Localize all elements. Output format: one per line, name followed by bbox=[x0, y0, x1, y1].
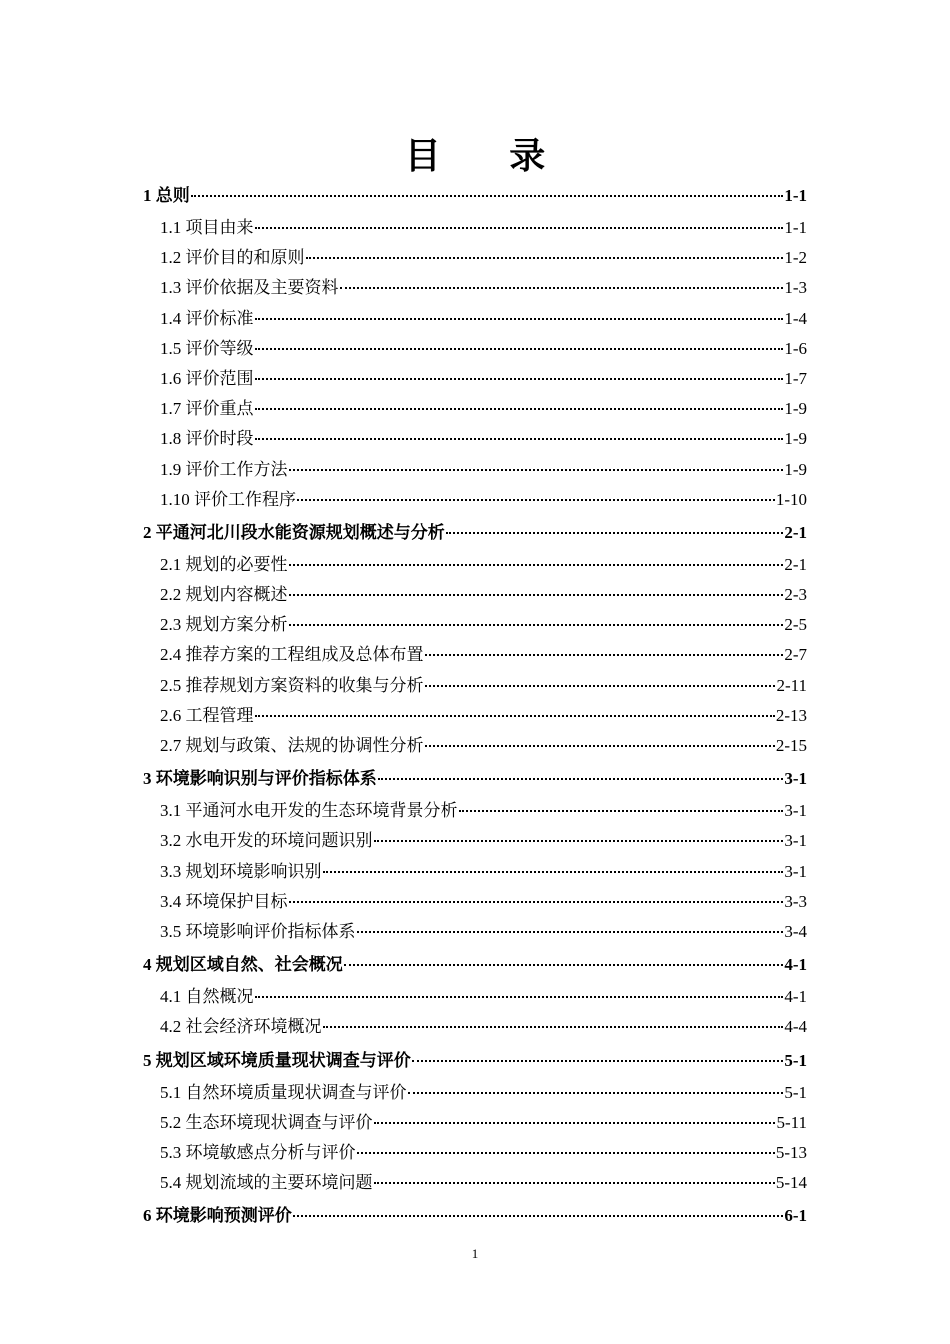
toc-entry-page: 1-9 bbox=[784, 429, 807, 449]
toc-entry-label: 2.5 推荐规划方案资料的收集与分析 bbox=[160, 675, 424, 695]
toc-section-entry[interactable] bbox=[143, 550, 807, 580]
toc-entry-label: 5.2 生态环境现状调查与评价 bbox=[160, 1112, 373, 1132]
toc-section-entry[interactable] bbox=[143, 243, 807, 273]
page-number: 1 bbox=[471, 1246, 479, 1261]
toc-entry-page: 6-1 bbox=[784, 1206, 807, 1226]
toc-entry-page: 2-11 bbox=[776, 675, 807, 695]
dot-leader bbox=[459, 810, 784, 812]
toc-entry-label: 3.5 环境影响评价指标体系 bbox=[160, 921, 356, 941]
toc-entry-label: 5.1 自然环境质量现状调查与评价 bbox=[160, 1082, 407, 1102]
toc-entry-label: 5.3 环境敏感点分析与评价 bbox=[160, 1142, 356, 1162]
page-title: 目 录 bbox=[404, 136, 574, 177]
dot-leader bbox=[357, 931, 784, 933]
toc-entry-page: 2-5 bbox=[784, 615, 807, 635]
toc-entry-label: 3.1 平通河水电开发的生态环境背景分析 bbox=[160, 801, 458, 821]
dot-leader bbox=[425, 654, 784, 656]
dot-leader bbox=[255, 348, 784, 350]
toc-entry-page: 1-3 bbox=[784, 278, 807, 298]
toc-entry-page: 4-1 bbox=[784, 955, 807, 975]
dot-leader bbox=[357, 1152, 775, 1154]
toc-entry-page: 5-11 bbox=[776, 1112, 807, 1132]
toc-section-entry[interactable] bbox=[143, 424, 807, 454]
toc-section-entry[interactable] bbox=[143, 304, 807, 334]
toc-entry-page: 2-3 bbox=[784, 585, 807, 605]
dot-leader bbox=[425, 745, 775, 747]
toc-entry-label: 2.7 规划与政策、法规的协调性分析 bbox=[160, 736, 424, 755]
toc-entry-label: 4.2 社会经济环境概况 bbox=[160, 1017, 322, 1037]
toc-entry-page: 5-13 bbox=[775, 1142, 807, 1162]
toc-section-entry[interactable] bbox=[143, 887, 807, 917]
dot-leader bbox=[374, 1122, 776, 1124]
dot-leader bbox=[297, 499, 775, 501]
toc-chapter-entry[interactable] bbox=[143, 1198, 807, 1233]
toc-entry-label: 1.10 评价工作程序 bbox=[160, 489, 296, 509]
toc-entry-page: 3-1 bbox=[784, 769, 807, 789]
toc-section-entry[interactable] bbox=[143, 455, 807, 485]
toc-entry-label: 3 环境影响识别与评价指标体系 bbox=[143, 769, 377, 789]
toc-section-entry[interactable] bbox=[143, 213, 807, 243]
dot-leader bbox=[446, 532, 784, 534]
toc-entry-label: 2.1 规划的必要性 bbox=[160, 554, 288, 574]
toc-entry-page: 1-7 bbox=[784, 368, 807, 388]
toc-section-entry[interactable] bbox=[143, 1108, 807, 1138]
toc-section-entry[interactable] bbox=[143, 394, 807, 424]
toc-section-entry[interactable] bbox=[143, 640, 807, 670]
toc-section-entry[interactable] bbox=[143, 1168, 807, 1198]
dot-leader bbox=[340, 287, 784, 289]
toc-entry-page: 1-9 bbox=[784, 399, 807, 419]
toc-entry-page: 3-3 bbox=[784, 891, 807, 911]
toc-entry-label: 3.3 规划环境影响识别 bbox=[160, 861, 322, 881]
toc-section-entry[interactable] bbox=[143, 1078, 807, 1108]
dot-leader bbox=[289, 901, 784, 903]
toc-entry-label: 1.5 评价等级 bbox=[160, 338, 254, 358]
dot-leader bbox=[378, 778, 784, 780]
toc-entry-page: 5-14 bbox=[775, 1173, 807, 1193]
toc-section-entry[interactable] bbox=[143, 857, 807, 887]
toc-chapter-entry[interactable] bbox=[143, 761, 807, 796]
dot-leader bbox=[374, 840, 784, 842]
toc-entry-label: 1.1 项目由来 bbox=[160, 218, 254, 237]
toc-entry-page: 3-1 bbox=[784, 831, 807, 851]
toc-section-entry[interactable] bbox=[143, 796, 807, 826]
toc-section-entry[interactable] bbox=[143, 580, 807, 610]
dot-leader bbox=[323, 1026, 784, 1028]
toc-entry-page: 2-15 bbox=[775, 736, 807, 755]
toc-entry-page: 1-1 bbox=[784, 218, 807, 237]
toc-entry-page: 3-1 bbox=[784, 801, 807, 821]
toc-entry-page: 2-1 bbox=[784, 554, 807, 574]
toc-entry-label: 4.1 自然概况 bbox=[160, 987, 254, 1007]
toc-entry-label: 1 总则 bbox=[143, 186, 190, 205]
dot-leader bbox=[344, 964, 784, 966]
toc-entry-label: 3.4 环境保护目标 bbox=[160, 891, 288, 911]
dot-leader bbox=[425, 685, 776, 687]
toc-section-entry[interactable] bbox=[143, 826, 807, 856]
dot-leader bbox=[289, 624, 784, 626]
toc-entry-label: 2.6 工程管理 bbox=[160, 705, 254, 725]
toc-entry-page: 4-1 bbox=[784, 987, 807, 1007]
toc-section-entry[interactable] bbox=[143, 334, 807, 364]
toc-entry-page: 5-1 bbox=[784, 1082, 807, 1102]
toc-section-entry[interactable] bbox=[143, 917, 807, 947]
toc-entry-page: 1-2 bbox=[784, 248, 807, 268]
toc-section-entry[interactable] bbox=[143, 485, 807, 515]
toc-entry-page: 2-1 bbox=[784, 522, 807, 542]
dot-leader bbox=[191, 195, 784, 197]
toc-entry-label: 1.8 评价时段 bbox=[160, 429, 254, 449]
toc-entry-page: 2-13 bbox=[775, 705, 807, 725]
toc-entry-label: 5.4 规划流域的主要环境问题 bbox=[160, 1173, 373, 1193]
toc-section-entry[interactable] bbox=[143, 1138, 807, 1168]
dot-leader bbox=[323, 871, 784, 873]
dot-leader bbox=[255, 227, 784, 229]
toc-chapter-entry[interactable] bbox=[143, 178, 807, 213]
toc-entry-page: 1-1 bbox=[784, 186, 807, 205]
toc-entry-label: 3.2 水电开发的环境问题识别 bbox=[160, 831, 373, 851]
toc-entry-page: 3-4 bbox=[784, 921, 807, 941]
toc-entry-label: 1.4 评价标准 bbox=[160, 308, 254, 328]
dot-leader bbox=[289, 594, 784, 596]
table-of-contents bbox=[143, 178, 807, 1233]
toc-chapter-entry[interactable] bbox=[143, 515, 807, 550]
dot-leader bbox=[255, 378, 784, 380]
dot-leader bbox=[374, 1182, 775, 1184]
dot-leader bbox=[412, 1060, 784, 1062]
toc-section-entry[interactable] bbox=[143, 273, 807, 303]
dot-leader bbox=[306, 257, 784, 259]
dot-leader bbox=[289, 469, 784, 471]
toc-entry-page: 2-7 bbox=[784, 645, 807, 665]
toc-chapter-entry[interactable] bbox=[143, 1043, 807, 1078]
dot-leader bbox=[289, 564, 784, 566]
toc-section-entry[interactable] bbox=[143, 982, 807, 1012]
dot-leader bbox=[293, 1215, 784, 1217]
toc-entry-page: 5-1 bbox=[784, 1050, 807, 1070]
dot-leader bbox=[255, 318, 784, 320]
toc-entry-label: 2.4 推荐方案的工程组成及总体布置 bbox=[160, 645, 424, 665]
toc-entry-label: 5 规划区域环境质量现状调查与评价 bbox=[143, 1050, 411, 1070]
toc-entry-label: 2 平通河北川段水能资源规划概述与分析 bbox=[143, 522, 445, 542]
toc-section-entry[interactable] bbox=[143, 701, 807, 731]
toc-entry-page: 1-10 bbox=[775, 489, 807, 509]
toc-entry-label: 4 规划区域自然、社会概况 bbox=[143, 955, 343, 975]
toc-entry-label: 1.7 评价重点 bbox=[160, 399, 254, 419]
toc-entry-label: 1.2 评价目的和原则 bbox=[160, 248, 305, 268]
dot-leader bbox=[255, 715, 775, 717]
toc-entry-label: 1.9 评价工作方法 bbox=[160, 459, 288, 479]
dot-leader bbox=[255, 996, 784, 998]
toc-entry-label: 6 环境影响预测评价 bbox=[143, 1206, 292, 1226]
toc-entry-page: 1-9 bbox=[784, 459, 807, 479]
toc-section-entry[interactable] bbox=[143, 364, 807, 394]
dot-leader bbox=[408, 1092, 784, 1094]
toc-entry-page: 4-4 bbox=[784, 1017, 807, 1037]
toc-entry-label: 1.3 评价依据及主要资料 bbox=[160, 278, 339, 298]
toc-section-entry[interactable] bbox=[143, 731, 807, 761]
toc-section-entry[interactable] bbox=[143, 1012, 807, 1042]
dot-leader bbox=[255, 438, 784, 440]
toc-chapter-entry[interactable] bbox=[143, 947, 807, 982]
toc-entry-page: 1-6 bbox=[784, 338, 807, 358]
dot-leader bbox=[255, 408, 784, 410]
toc-section-entry[interactable] bbox=[143, 610, 807, 640]
toc-entry-label: 1.6 评价范围 bbox=[160, 368, 254, 388]
toc-entry-label: 2.3 规划方案分析 bbox=[160, 615, 288, 635]
toc-section-entry[interactable] bbox=[143, 671, 807, 701]
toc-entry-label: 2.2 规划内容概述 bbox=[160, 585, 288, 605]
toc-entry-page: 1-4 bbox=[784, 308, 807, 328]
toc-entry-page: 3-1 bbox=[784, 861, 807, 881]
